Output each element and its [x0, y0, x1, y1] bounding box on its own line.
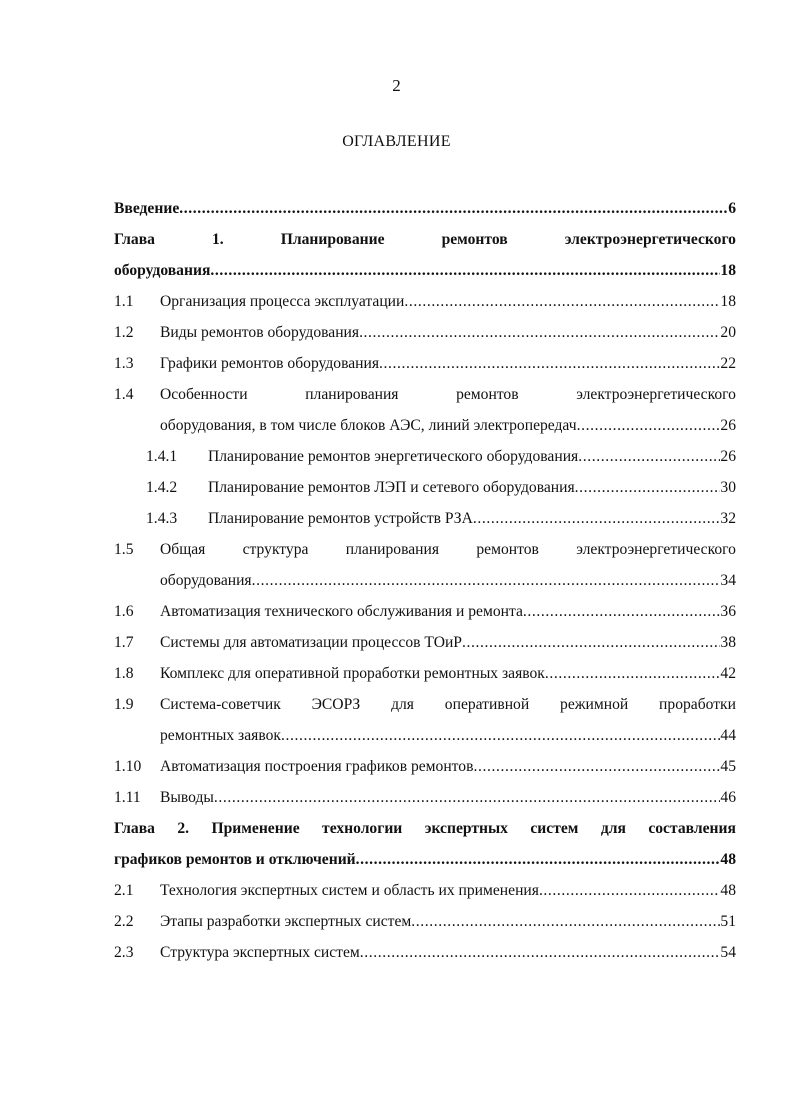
- toc-entry-title: Автоматизация построения графиков ремонтов: [160, 758, 474, 775]
- toc-entry-page: 18: [720, 293, 736, 310]
- toc-entry-page: 46: [720, 789, 736, 806]
- toc-word: для: [600, 820, 626, 837]
- toc-entry-title: ремонтных заявок: [160, 727, 281, 744]
- toc-entry-1-5: [114, 537, 736, 568]
- leader-dots: [360, 944, 721, 962]
- toc-entry-intro: [114, 196, 736, 227]
- leader-dots: [473, 758, 720, 776]
- toc-entry-1-4-cont: [114, 413, 736, 444]
- toc-word: структура: [242, 541, 309, 558]
- leader-dots: [462, 634, 720, 652]
- toc-entry-number: 1.11: [114, 789, 141, 806]
- toc-entry-1-8: [114, 661, 736, 692]
- toc-word: ЭСОРЗ: [311, 696, 361, 713]
- toc-entry-page: 22: [720, 355, 736, 372]
- toc-word: электроэнергетического: [576, 541, 736, 558]
- toc-entry-number: 1.5: [114, 541, 134, 558]
- toc-entry-1-6: [114, 599, 736, 630]
- toc-entry-title: Графики ремонтов оборудования: [160, 355, 380, 372]
- toc-word: технологии: [322, 820, 403, 837]
- toc-word: электроэнергетического: [564, 231, 736, 248]
- toc-entry-2-3: [114, 940, 736, 971]
- toc-entry-1-4-2: [114, 475, 736, 506]
- toc-entry-title: Организация процесса эксплуатации: [160, 293, 405, 310]
- toc-entry-number: 1.6: [114, 603, 134, 620]
- toc-entry-title: оборудования: [114, 262, 211, 279]
- toc-entry-1-1: [114, 289, 736, 320]
- toc-word: экспертных: [424, 820, 508, 837]
- leader-dots: [252, 572, 721, 590]
- leader-dots: [473, 510, 721, 528]
- toc-entry-page: 26: [720, 448, 736, 465]
- leader-dots: [214, 789, 721, 807]
- leader-dots: [575, 479, 721, 497]
- toc-entry-number: 1.7: [114, 634, 134, 651]
- toc-entry-page: 18: [720, 262, 736, 279]
- toc-entry-number: 1.8: [114, 665, 134, 682]
- toc-word: ремонтов: [476, 541, 539, 558]
- toc-entry-1-9: [114, 692, 736, 723]
- toc-entry-number: 1.4: [114, 386, 134, 403]
- toc-word: составления: [648, 820, 736, 837]
- toc-entry-title: Технология экспертных систем и область их применения: [160, 882, 539, 899]
- toc-entry-1-9-cont: [114, 723, 736, 754]
- toc-word: Глава: [114, 820, 155, 837]
- toc-word: планирования: [345, 541, 440, 558]
- toc-word: ремонтов: [456, 386, 519, 403]
- leader-dots: [539, 882, 720, 900]
- leader-dots: [404, 293, 720, 311]
- toc-entry-title: Виды ремонтов оборудования: [160, 324, 360, 341]
- toc-entry-2-2: [114, 909, 736, 940]
- toc-entry-number: 1.4.2: [146, 479, 178, 496]
- toc-word: Глава: [114, 231, 155, 248]
- toc-word: для: [391, 696, 414, 713]
- leader-dots: [210, 262, 720, 280]
- toc-word: электроэнергетического: [576, 386, 736, 403]
- toc-word: ремонтов: [441, 231, 508, 248]
- toc-entry-2-1: [114, 878, 736, 909]
- toc-entry-number: 2.1: [114, 882, 134, 899]
- toc-entry-page: 20: [720, 324, 736, 341]
- toc-entry-chapter-1: [114, 227, 736, 258]
- toc-entry-title: Системы для автоматизации процессов ТОиР: [160, 634, 462, 651]
- toc-word: 2.: [177, 820, 190, 837]
- toc-entry-title: оборудования: [160, 572, 252, 589]
- leader-dots: [578, 448, 720, 466]
- toc-entry-title: Этапы разработки экспертных систем: [160, 913, 412, 930]
- toc-entry-number: 2.2: [114, 913, 134, 930]
- toc-entry-number: 1.4.1: [146, 448, 178, 465]
- toc-title: ОГЛАВЛЕНИЕ: [342, 133, 451, 150]
- toc-entry-page: 48: [720, 882, 736, 899]
- leader-dots: [281, 727, 720, 745]
- toc-entry-number: 1.2: [114, 324, 134, 341]
- toc-entry-1-5-cont: [114, 568, 736, 599]
- leader-dots: [577, 417, 721, 435]
- toc-entry-title: Автоматизация технического обслуживания и ремонта: [160, 603, 523, 620]
- toc-entry-number: 1.10: [114, 758, 142, 775]
- leader-dots: [179, 200, 728, 218]
- toc-entry-title: Планирование ремонтов устройств РЗА: [208, 510, 473, 527]
- page-number: 2: [392, 76, 401, 95]
- toc-word: Система-советчик: [160, 696, 281, 713]
- leader-dots: [411, 913, 720, 931]
- toc-entry-1-11: [114, 785, 736, 816]
- toc-entry-1-4: [114, 382, 736, 413]
- toc-entry-title: Планирование ремонтов ЛЭП и сетевого оборудования: [208, 479, 575, 496]
- toc-entry-number: 1.4.3: [146, 510, 178, 527]
- table-of-contents: [114, 196, 736, 971]
- toc-word: планирования: [305, 386, 399, 403]
- toc-entry-page: 44: [720, 727, 736, 744]
- toc-entry-title: Выводы: [160, 789, 214, 806]
- toc-entry-1-7: [114, 630, 736, 661]
- toc-entry-number: 1.9: [114, 696, 134, 713]
- toc-entry-page: 6: [728, 200, 736, 217]
- toc-entry-title: Комплекс для оперативной проработки ремонтных заявок: [160, 665, 545, 682]
- toc-entry-page: 54: [720, 944, 736, 961]
- toc-entry-number: 2.3: [114, 944, 134, 961]
- toc-entry-title: Структура экспертных систем: [160, 944, 360, 961]
- toc-entry-page: 45: [720, 758, 736, 775]
- toc-word: систем: [530, 820, 579, 837]
- toc-entry-title: графиков ремонтов и отключений: [114, 851, 356, 868]
- toc-word: Планирование: [280, 231, 385, 248]
- toc-entry-1-4-1: [114, 444, 736, 475]
- toc-entry-chapter-2: [114, 816, 736, 847]
- toc-entry-page: 42: [720, 665, 736, 682]
- toc-entry-1-10: [114, 754, 736, 785]
- toc-entry-number: 1.1: [114, 293, 134, 310]
- leader-dots: [523, 603, 721, 621]
- toc-entry-page: 34: [720, 572, 736, 589]
- toc-entry-1-3: [114, 351, 736, 382]
- toc-entry-title: Введение: [114, 200, 180, 217]
- toc-word: Особенности: [160, 386, 248, 403]
- toc-entry-title: Планирование ремонтов энергетического оборудования: [208, 448, 579, 465]
- toc-entry-page: 32: [720, 510, 736, 527]
- toc-word: Применение: [211, 820, 300, 837]
- toc-word: Общая: [160, 541, 206, 558]
- toc-entry-page: 48: [720, 851, 736, 868]
- toc-word: оперативной: [444, 696, 530, 713]
- toc-entry-page: 38: [720, 634, 736, 651]
- toc-entry-page: 30: [720, 479, 736, 496]
- toc-entry-page: 51: [720, 913, 736, 930]
- toc-entry-chapter-2-cont: [114, 847, 736, 878]
- toc-entry-1-4-3: [114, 506, 736, 537]
- toc-entry-page: 36: [720, 603, 736, 620]
- toc-entry-page: 26: [720, 417, 736, 434]
- leader-dots: [379, 355, 720, 373]
- toc-entry-title: оборудования, в том числе блоков АЭС, линий электропередач: [160, 417, 577, 434]
- toc-entry-number: 1.3: [114, 355, 134, 372]
- toc-word: проработки: [659, 696, 736, 713]
- toc-entry-1-2: [114, 320, 736, 351]
- toc-word: 1.: [211, 231, 224, 248]
- toc-word: режимной: [560, 696, 629, 713]
- leader-dots: [356, 851, 721, 869]
- toc-entry-chapter-1-cont: [114, 258, 736, 289]
- leader-dots: [359, 324, 720, 342]
- leader-dots: [545, 665, 721, 683]
